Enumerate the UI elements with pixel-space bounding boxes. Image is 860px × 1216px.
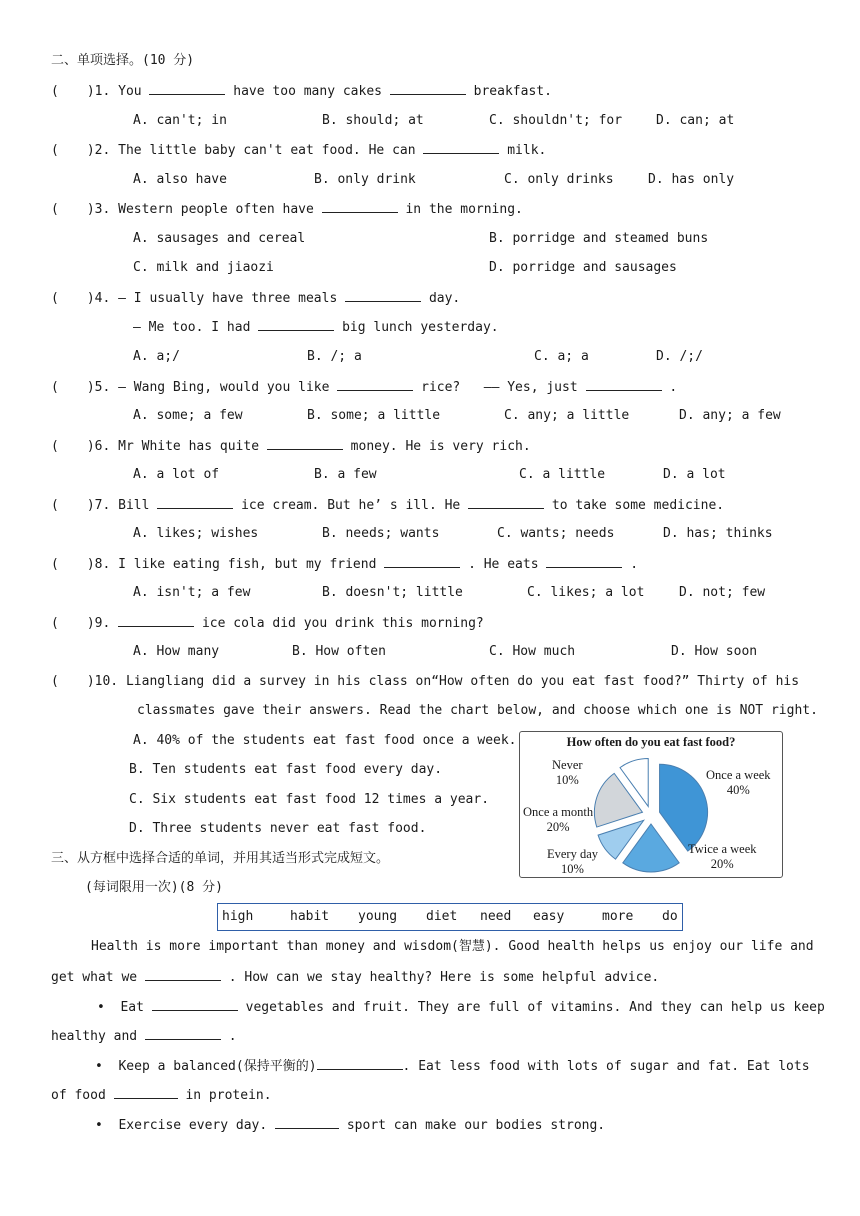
word-bank-item: more [602,909,634,924]
answer-blank[interactable] [275,1116,339,1129]
option-b: B. Ten students eat fast food every day. [129,762,443,777]
answer-blank[interactable] [149,82,225,95]
answer-blank[interactable] [317,1057,403,1070]
slice-label-twice-a-week: Twice a week 20% [688,842,757,871]
option-a: A. sausages and cereal [133,231,306,246]
answer-blank[interactable] [267,437,343,450]
section-3-heading: 三、从方框中选择合适的单词，并用其适当形式完成短文。 [51,851,390,866]
answer-blank[interactable] [322,200,398,213]
question-6: ( )6. Mr White has quite money. He is very rich. [51,439,531,454]
option-d: D. any; a few [679,408,781,423]
option-d: D. a lot [663,467,726,482]
passage-bullet-1: • Eat vegetables and fruit. They are full of vitamins. And they can help us keep [97,1000,825,1015]
question-5: ( )5. — Wang Bing, would you like rice? —— Yes, just . [51,380,678,395]
option-c: C. shouldn't; for [489,113,623,128]
question-4: ( )4. — I usually have three meals day. [51,291,461,306]
option-a: A. isn't; a few [133,585,251,600]
answer-blank[interactable] [390,82,466,95]
slice-label-once-a-week: Once a week 40% [706,768,771,797]
question-8: ( )8. I like eating fish, but my friend . He eats . [51,557,639,572]
option-c: C. wants; needs [497,526,615,541]
fast-food-pie-chart [519,731,783,878]
option-d: D. can; at [656,113,735,128]
option-a: A. also have [133,172,227,187]
option-b: B. a few [314,467,377,482]
answer-blank[interactable] [258,318,334,331]
option-d: D. has only [648,172,735,187]
word-bank-item: do [662,909,678,924]
question-4-reply: — Me too. I had big lunch yesterday. [133,320,499,335]
passage-line: Health is more important than money and wisdom(智慧). Good health helps us enjoy our life and [91,939,814,954]
option-d: D. /;/ [656,349,703,364]
answer-blank[interactable] [468,496,544,509]
word-bank-item: high [222,909,254,924]
option-a: A. some; a few [133,408,243,423]
question-1: ( )1. You have too many cakes breakfast. [51,84,552,99]
slice-label-once-a-month: Once a month 20% [523,805,594,834]
section-3-subheading: (每词限用一次)(8 分) [85,880,223,895]
option-b: B. /; a [307,349,362,364]
option-d: D. has; thinks [663,526,773,541]
answer-blank[interactable] [114,1086,178,1099]
pie-slice-once-a-week [660,764,708,851]
option-c: C. a little [519,467,606,482]
section-2-heading: 二、单项选择。(10 分) [51,53,195,68]
word-bank-item: easy [533,909,565,924]
answer-blank[interactable] [337,378,413,391]
answer-blank[interactable] [157,496,233,509]
passage-line: healthy and . [51,1029,237,1044]
option-c: C. How much [489,644,576,659]
option-b: B. How often [292,644,386,659]
question-9: ( )9. ice cola did you drink this morning? [51,616,484,631]
option-b: B. some; a little [307,408,441,423]
question-10: ( )10. Liangliang did a survey in his class on“How often do you eat fast food?” Thirty of his [51,674,800,689]
passage-bullet-3: • Exercise every day. sport can make our bodies strong. [95,1118,606,1133]
question-10-line2: classmates gave their answers. Read the chart below, and choose which one is NOT right. [137,703,818,718]
word-bank-item: young [358,909,398,924]
option-a: A. How many [133,644,220,659]
option-a: A. 40% of the students eat fast food once a week. [133,733,517,748]
option-c: C. a; a [534,349,589,364]
option-b: B. doesn't; little [322,585,463,600]
option-d: D. porridge and sausages [489,260,677,275]
passage-line: get what we . How can we stay healthy? Here is some helpful advice. [51,970,660,985]
option-a: A. a;/ [133,349,180,364]
answer-blank[interactable] [546,555,622,568]
passage-bullet-2: • Keep a balanced(保持平衡的) . Eat less food with lots of sugar and fat. Eat lots [95,1059,810,1074]
answer-blank[interactable] [345,289,421,302]
option-d: D. How soon [671,644,758,659]
answer-blank[interactable] [145,1027,221,1040]
option-b: B. needs; wants [322,526,440,541]
slice-label-every-day: Every day 10% [547,847,599,876]
option-a: A. can't; in [133,113,227,128]
option-b: B. only drink [314,172,416,187]
word-bank [217,903,683,931]
word-bank-item: diet [426,909,458,924]
option-b: B. should; at [322,113,424,128]
word-bank-item: need [480,909,512,924]
option-c: C. milk and jiaozi [133,260,274,275]
option-b: B. porridge and steamed buns [489,231,709,246]
answer-blank[interactable] [152,998,238,1011]
option-a: A. likes; wishes [133,526,259,541]
passage-line: of food in protein. [51,1088,272,1103]
word-bank-item: habit [290,909,330,924]
option-c: C. only drinks [504,172,614,187]
question-2: ( )2. The little baby can't eat food. He can milk. [51,143,547,158]
option-c: C. Six students eat fast food 12 times a year. [129,792,490,807]
question-3: ( )3. Western people often have in the morning. [51,202,523,217]
chart-title: How often do you eat fast food? [566,735,736,749]
option-d: D. not; few [679,585,766,600]
option-c: C. likes; a lot [527,585,645,600]
answer-blank[interactable] [586,378,662,391]
answer-blank[interactable] [384,555,460,568]
answer-blank[interactable] [423,141,499,154]
option-a: A. a lot of [133,467,220,482]
option-c: C. any; a little [504,408,630,423]
answer-blank[interactable] [145,968,221,981]
answer-blank[interactable] [118,614,194,627]
slice-label-never: Never 10% [552,758,583,787]
option-d: D. Three students never eat fast food. [129,821,427,836]
question-7: ( )7. Bill ice cream. But he’ s ill. He to take some medicine. [51,498,725,513]
